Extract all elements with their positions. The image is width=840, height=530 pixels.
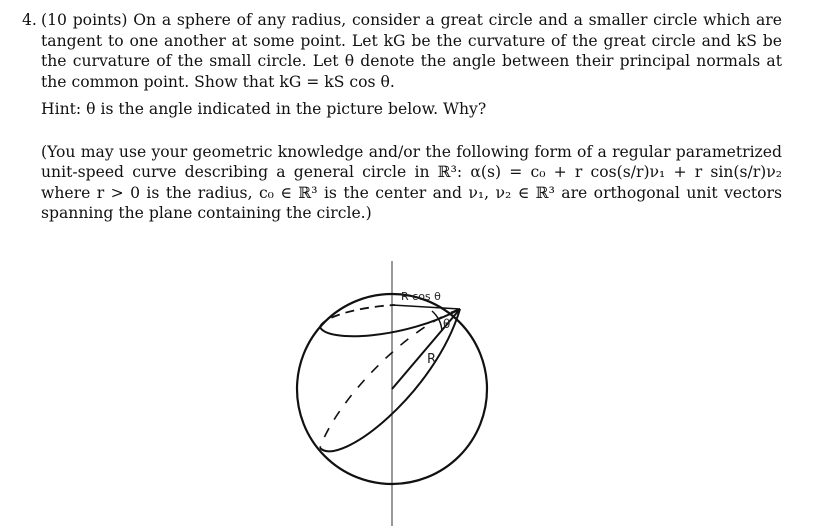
- great-circle-back: [320, 309, 460, 448]
- small-circle-front: [320, 309, 460, 336]
- great-circle-front: [320, 309, 460, 451]
- problem-4: [22, 10, 782, 224]
- problem-statement: (10 points) On a sphere of any radius, consider a great circle and a smaller circle which are tangent to one another at some point. Let kG be the curvature of the great circle and kS be the curvature of the small circle. Let θ denote the angle between their principal normals at the common point. Show that kG = kS cos θ.: [41, 11, 782, 91]
- label-radius: R: [427, 352, 437, 367]
- problem-number: 4.: [22, 11, 37, 29]
- label-theta: θ: [443, 317, 451, 331]
- label-r-cos-theta: R cos θ: [401, 290, 441, 303]
- problem-note: (You may use your geometric knowledge and/or the following form of a regular parametrized unit-speed curve describing a general circle in ℝ³: α(s) = c₀ + r cos(s/r)ν₁ + r sin(s/r)ν₂ where r > 0 is the radius, c₀ ∈ ℝ³ is the center and ν₁, ν₂ ∈ ℝ³ are orthogonal unit vectors spanning the plane containing the circle.): [41, 142, 782, 222]
- problem-hint: Hint: θ is the angle indicated in the picture below. Why?: [41, 100, 487, 118]
- small-radius-line: [392, 305, 460, 309]
- sphere-figure: [285, 253, 525, 526]
- sphere-diagram: [285, 253, 525, 526]
